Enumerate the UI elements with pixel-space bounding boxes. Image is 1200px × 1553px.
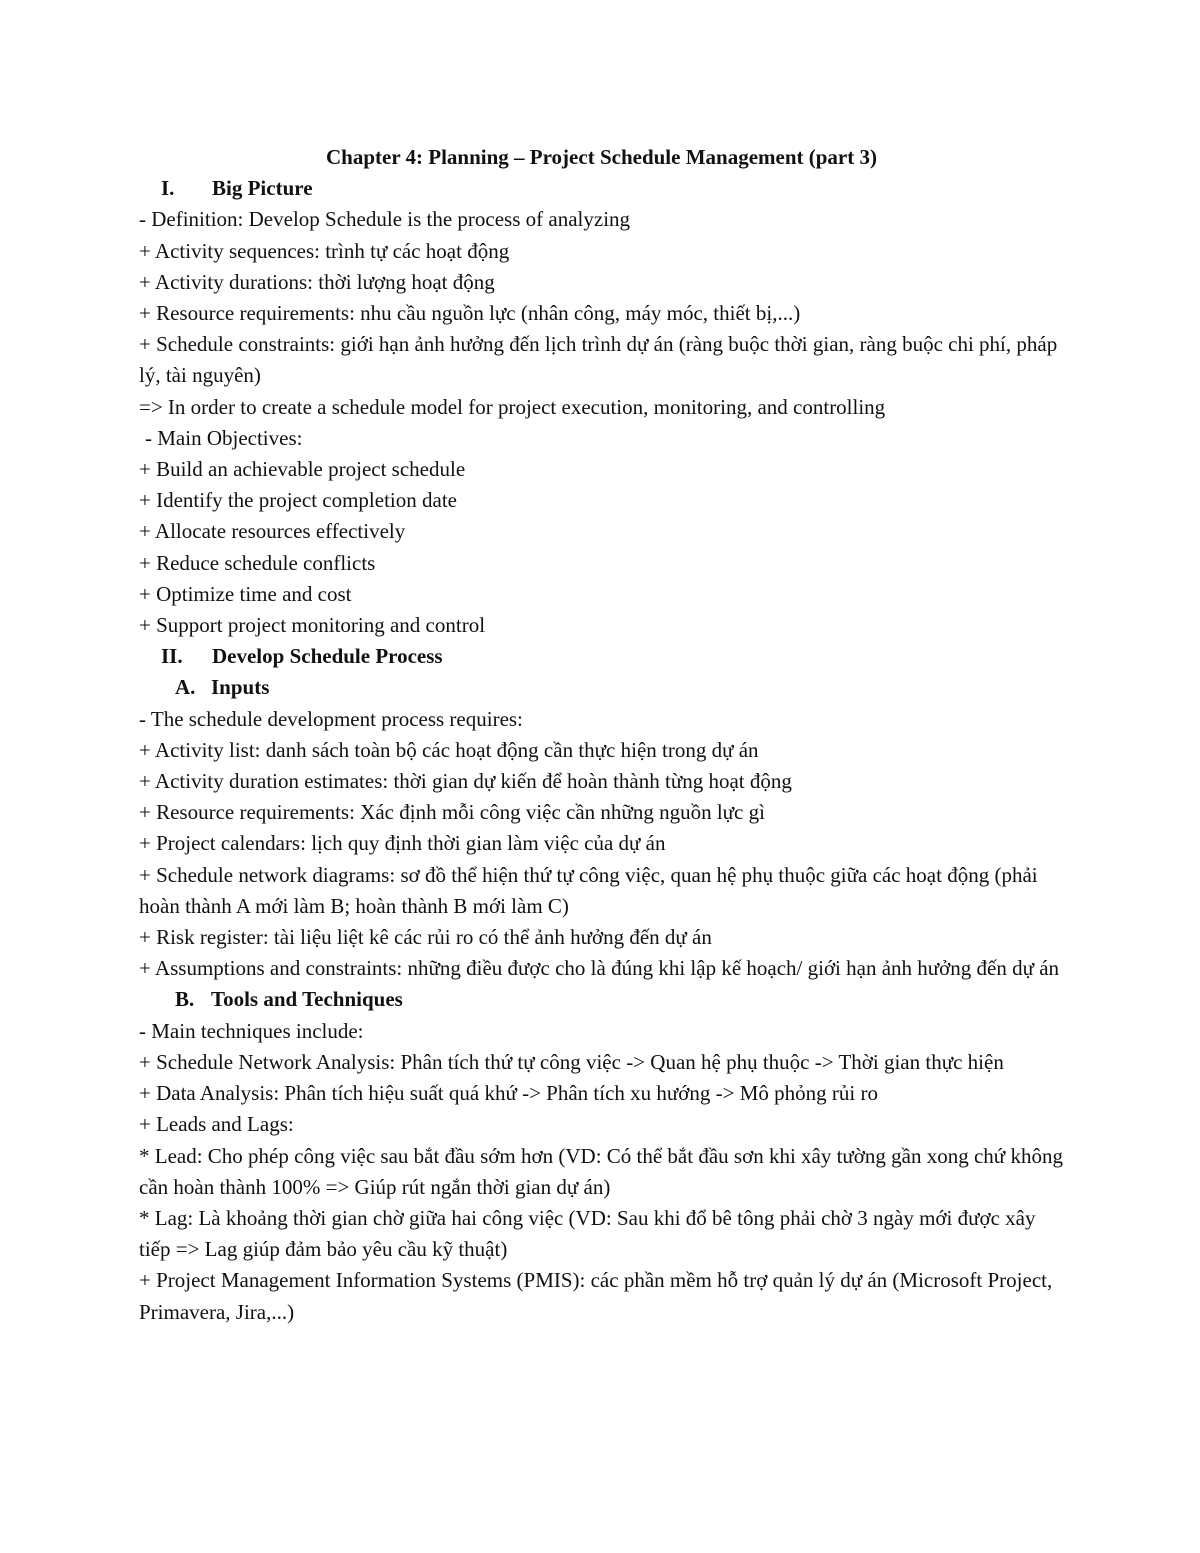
section-heading-big-picture [139,173,1064,204]
paragraph-line: + Data Analysis: Phân tích hiệu suất quá khứ -> Phân tích xu hướng -> Mô phỏng rủi ro [139,1081,878,1106]
paragraph-line: - Main techniques include: [139,1018,364,1043]
paragraph-line: + Identify the project completion date [139,488,457,513]
paragraph-line: + Reduce schedule conflicts [139,550,376,575]
document-body [139,142,1064,1328]
subsection-number: B. [175,987,195,1012]
subsection-heading-tools-and-techniques [139,984,1064,1015]
document-title: Chapter 4: Planning – Project Schedule Management (part 3) [325,145,877,169]
paragraph-line: + Build an achievable project schedule [139,457,466,482]
subsection-title: Tools and Techniques [211,987,403,1012]
paragraph-line: + Risk register: tài liệu liệt kê các rủi ro có thể ảnh hưởng đến dự án [139,925,712,950]
subsection-title: Inputs [211,675,270,700]
paragraph-line: + Schedule constraints: giới hạn ảnh hưởng đến lịch trình dự án (ràng buộc thời gian, ràng buộc chi phí, pháp lý, tài nguyên) [139,332,1058,388]
section-heading-develop-schedule-process [139,641,1064,672]
paragraph-line: + Project Management Information Systems (PMIS): các phần mềm hỗ trợ quản lý dự án (Microsoft Project, Primavera, Jira,...) [139,1268,1053,1324]
paragraph-line: + Resource requirements: Xác định mỗi công việc cần những nguồn lực gì [139,800,765,825]
paragraph-line: + Optimize time and cost [139,581,352,606]
section-number: II. [161,644,183,669]
paragraph-line: + Schedule network diagrams: sơ đồ thể hiện thứ tự công việc, quan hệ phụ thuộc giữa các hoạt động (phải hoàn thành A mới làm B; hoàn thành B mới làm C) [139,862,1038,918]
paragraph-line: + Assumptions and constraints: những điều được cho là đúng khi lập kế hoạch/ giới hạn ảnh hưởng đến dự án [139,956,1060,981]
paragraph-line: + Activity duration estimates: thời gian dự kiến để hoàn thành từng hoạt động [139,769,792,794]
subsection-heading-inputs [139,672,1064,703]
paragraph-line: * Lag: Là khoảng thời gian chờ giữa hai công việc (VD: Sau khi đổ bê tông phải chờ 3 ngày mới được xây tiếp => Lag giúp đảm bảo yêu cầu kỹ thuật) [139,1205,1036,1262]
paragraph-line: + Activity list: danh sách toàn bộ các hoạt động cần thực hiện trong dự án [139,737,759,762]
paragraph-line: + Schedule Network Analysis: Phân tích thứ tự công việc -> Quan hệ phụ thuộc -> Thời gian thực hiện [139,1049,1004,1074]
paragraph-line: - Main Objectives: [145,425,303,450]
paragraph-line: + Support project monitoring and control [139,613,486,638]
paragraph-line: * Lead: Cho phép công việc sau bắt đầu sớm hơn (VD: Có thể bắt đầu sơn khi xây tường gần xong chứ không cần hoàn thành 100% => Giúp rút ngắn thời gian dự án) [139,1143,1063,1199]
paragraph-line: + Allocate resources effectively [139,519,406,544]
paragraph-line: + Leads and Lags: [139,1112,294,1137]
section-number: I. [161,176,175,201]
paragraph-line: + Activity sequences: trình tự các hoạt động [139,238,510,263]
paragraph-line: - The schedule development process requires: [139,706,523,731]
paragraph-line: - Definition: Develop Schedule is the process of analyzing [139,207,631,232]
paragraph-line: + Resource requirements: nhu cầu nguồn lực (nhân công, máy móc, thiết bị,...) [139,301,801,326]
paragraph-line: + Project calendars: lịch quy định thời gian làm việc của dự án [139,831,666,856]
section-title: Big Picture [212,176,313,201]
section-title: Develop Schedule Process [212,644,443,669]
paragraph-line: => In order to create a schedule model for project execution, monitoring, and controlling [139,394,886,419]
paragraph-line: + Activity durations: thời lượng hoạt động [139,269,495,294]
subsection-number: A. [175,675,196,700]
